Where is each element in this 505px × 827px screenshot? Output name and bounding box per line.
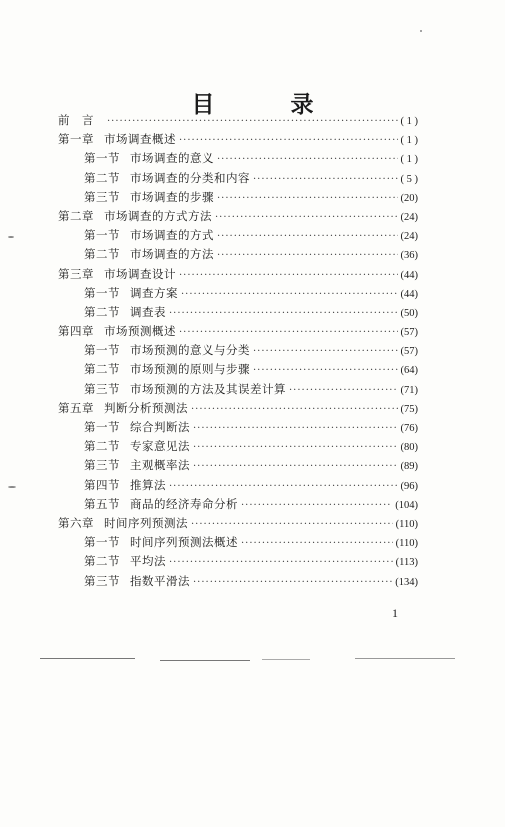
- leader-dots: [191, 519, 393, 530]
- toc-entry-page: (113): [395, 557, 418, 569]
- toc-entry-label: [84, 438, 190, 454]
- leader-dots: [253, 346, 398, 357]
- toc-entry-page: (134): [395, 576, 418, 588]
- toc-entry-title: 调查方案: [130, 285, 178, 300]
- toc-entry-label: [84, 534, 238, 550]
- toc-entry-label: [84, 285, 178, 301]
- toc-entry-number: 第五节: [84, 496, 120, 511]
- toc-entry: [58, 515, 418, 534]
- toc-entry-number: 第二节: [84, 247, 120, 262]
- toc-entry-number: 第一章: [58, 132, 94, 147]
- toc-entry-number: 第二节: [84, 304, 120, 319]
- leader-dots: [179, 327, 398, 338]
- toc-entry-label: [84, 150, 214, 166]
- toc-entry-title: 时间序列预测法概述: [130, 535, 238, 550]
- toc-entry-title: 时间序列预测法: [104, 515, 188, 530]
- toc-entry: [58, 131, 418, 150]
- leader-dots: [191, 404, 398, 415]
- leader-dots: [241, 500, 392, 511]
- toc-entry-number: 第二节: [84, 554, 120, 569]
- toc-entry-number: 第四章: [58, 324, 94, 339]
- toc-entry-page: (50): [400, 307, 418, 319]
- scan-line: [262, 659, 310, 660]
- toc-entry: [58, 342, 418, 361]
- toc-entry-label: [84, 304, 166, 320]
- toc-entry-number: 第一节: [84, 343, 120, 358]
- toc-entry-number: 第一节: [84, 228, 120, 243]
- leader-dots: [193, 423, 398, 434]
- toc-entry-number: 第一节: [84, 420, 120, 434]
- leader-dots: [181, 289, 398, 300]
- toc-entry-title: 主观概率法: [130, 458, 190, 473]
- leader-dots: [193, 461, 398, 472]
- toc-entry-number: 第一节: [84, 151, 120, 166]
- toc-entry-title: 市场预测的意义与分类: [130, 343, 250, 358]
- toc-entry-title: 市场调查概述: [104, 132, 176, 147]
- toc-entry-page: (89): [400, 461, 418, 473]
- scan-speck: [420, 30, 422, 32]
- toc-entry: [58, 227, 418, 246]
- toc-entry-label: [58, 112, 104, 128]
- toc-entry-number: 第二节: [84, 170, 120, 185]
- leader-dots: [169, 308, 398, 319]
- toc-entry-number: 第三节: [84, 458, 120, 473]
- leader-dots: [217, 154, 398, 165]
- scan-speck: [8, 486, 16, 488]
- toc-entry: [58, 189, 418, 208]
- toc-entry-label: [58, 515, 188, 531]
- toc-entry-number: 第六章: [58, 515, 94, 530]
- toc-entry-title: 市场预测概述: [104, 324, 176, 339]
- toc-entry-number: 第三节: [84, 189, 120, 204]
- toc-entry-title: 市场预测的方法及其误差计算: [130, 381, 286, 396]
- toc-entry-title: 市场调查设计: [104, 266, 176, 281]
- toc-entry-label: [84, 573, 190, 589]
- leader-dots: [217, 250, 398, 261]
- leader-dots: [289, 385, 398, 396]
- leader-dots: [253, 365, 398, 376]
- toc-entry-label: [84, 342, 250, 358]
- toc-entry-title: 市场预测的原则与步骤: [130, 362, 250, 377]
- toc-entry-label: [58, 208, 212, 224]
- scan-speck: [8, 236, 14, 238]
- toc-entry-label: [84, 496, 238, 512]
- toc-entry-page: (110): [395, 518, 418, 530]
- toc-entry-label: [58, 266, 176, 282]
- toc-entry-label: [84, 381, 286, 397]
- toc-entry: [58, 457, 418, 476]
- toc-entry-page: (57): [400, 346, 418, 358]
- leader-dots: [217, 231, 398, 242]
- toc-entry-page: (44): [400, 288, 418, 300]
- toc-entry: [58, 150, 418, 169]
- toc-entry: [58, 323, 418, 342]
- toc-entry: [58, 170, 418, 189]
- toc-entry-page: (96): [400, 480, 418, 492]
- toc-entry-page: (104): [395, 499, 418, 511]
- toc-entry-title: 市场调查的意义: [130, 151, 214, 166]
- toc-entry: [58, 361, 418, 380]
- page-number: 1: [392, 606, 398, 620]
- toc-entry: [58, 208, 418, 227]
- toc-entry-number: 第四节: [84, 477, 120, 492]
- toc-entry-title: 市场调查的方式方法: [104, 208, 212, 223]
- toc-entry: [58, 246, 418, 265]
- toc-entry-title: 平均法: [130, 554, 166, 569]
- toc-entry-label: [84, 419, 190, 435]
- toc-entry-title: 推算法: [130, 477, 166, 492]
- leader-dots: [217, 193, 398, 204]
- leader-dots: [193, 577, 392, 588]
- toc-entry-label: [84, 477, 166, 493]
- toc-entry-page: ( 1 ): [400, 135, 418, 147]
- toc-entry: [58, 496, 418, 515]
- toc-entry-label: [84, 189, 214, 205]
- toc-entry: [58, 477, 418, 496]
- toc-entry: [58, 419, 418, 438]
- toc-entry-page: (75): [400, 403, 418, 415]
- toc-entry: [58, 553, 418, 572]
- toc-entry-title: 指数平滑法: [130, 573, 190, 588]
- toc-entry: [58, 304, 418, 323]
- toc-entry-label: [84, 227, 214, 243]
- toc-entry-number: 第三节: [84, 573, 120, 588]
- toc-entry-number: 第一节: [84, 535, 120, 550]
- toc-entry-page: ( 1 ): [400, 154, 418, 166]
- toc-entry-page: (110): [395, 538, 418, 550]
- toc-entry-number: 第二节: [84, 439, 120, 454]
- toc-entry: [58, 285, 418, 304]
- toc-entry-page: (36): [400, 250, 418, 262]
- toc-entry-title: 市场调查的方式: [130, 228, 214, 243]
- leader-dots: [193, 442, 398, 453]
- toc-entry-page: (24): [400, 231, 418, 243]
- toc-entry-title: 调查表: [130, 304, 166, 319]
- toc-entry-title: 综合判断法: [130, 420, 190, 434]
- toc-entry-number: 第五章: [58, 400, 94, 415]
- toc-entry-page: ( 1 ): [400, 116, 418, 127]
- toc-entry: [58, 400, 418, 419]
- toc-entry: [58, 112, 418, 131]
- toc-entry-label: [84, 457, 190, 473]
- toc-entry: [58, 438, 418, 457]
- toc-entry-page: (76): [400, 423, 418, 434]
- toc-entry-title: 商品的经济寿命分析: [130, 496, 238, 511]
- toc-entry-number: 第二节: [84, 362, 120, 377]
- toc-entry-page: (80): [400, 442, 418, 454]
- toc-entry-page: (71): [400, 384, 418, 396]
- toc-entry-label: [84, 246, 214, 262]
- toc-entry-page: (44): [400, 269, 418, 281]
- toc-entry-number: 前 言: [58, 113, 94, 127]
- toc-entry: [58, 573, 418, 592]
- table-of-contents: [58, 112, 418, 592]
- toc-entry-page: (24): [400, 211, 418, 223]
- toc-entry: [58, 381, 418, 400]
- toc-entry-title: 市场调查的步骤: [130, 189, 214, 204]
- leader-dots: [169, 557, 393, 568]
- toc-entry-title: 市场调查的分类和内容: [130, 170, 250, 185]
- page-title: 目 录: [191, 92, 348, 118]
- toc-entry-number: 第三章: [58, 266, 94, 281]
- toc-entry: [58, 534, 418, 553]
- toc-entry-number: 第三节: [84, 381, 120, 396]
- scan-line: [160, 660, 250, 661]
- leader-dots: [215, 212, 398, 223]
- toc-entry-title: 专家意见法: [130, 439, 190, 454]
- toc-entry: [58, 266, 418, 285]
- scan-line: [40, 658, 135, 659]
- toc-entry-label: [58, 323, 176, 339]
- toc-entry-number: 第二章: [58, 208, 94, 223]
- toc-entry-page: (57): [400, 327, 418, 339]
- leader-dots: [253, 174, 398, 185]
- toc-entry-label: [58, 400, 188, 416]
- leader-dots: [107, 116, 398, 127]
- leader-dots: [241, 538, 393, 549]
- toc-entry-title: 市场调查的方法: [130, 247, 214, 262]
- toc-entry-page: (20): [400, 192, 418, 204]
- leader-dots: [179, 135, 398, 146]
- toc-entry-label: [58, 131, 176, 147]
- leader-dots: [169, 481, 398, 492]
- toc-entry-page: ( 5 ): [400, 173, 418, 185]
- toc-entry-label: [84, 553, 166, 569]
- scan-line: [355, 658, 455, 659]
- toc-entry-page: (64): [400, 365, 418, 377]
- toc-entry-number: 第一节: [84, 285, 120, 300]
- toc-entry-label: [84, 170, 250, 186]
- toc-entry-title: 判断分析预测法: [104, 400, 188, 415]
- leader-dots: [179, 270, 398, 281]
- toc-entry-label: [84, 361, 250, 377]
